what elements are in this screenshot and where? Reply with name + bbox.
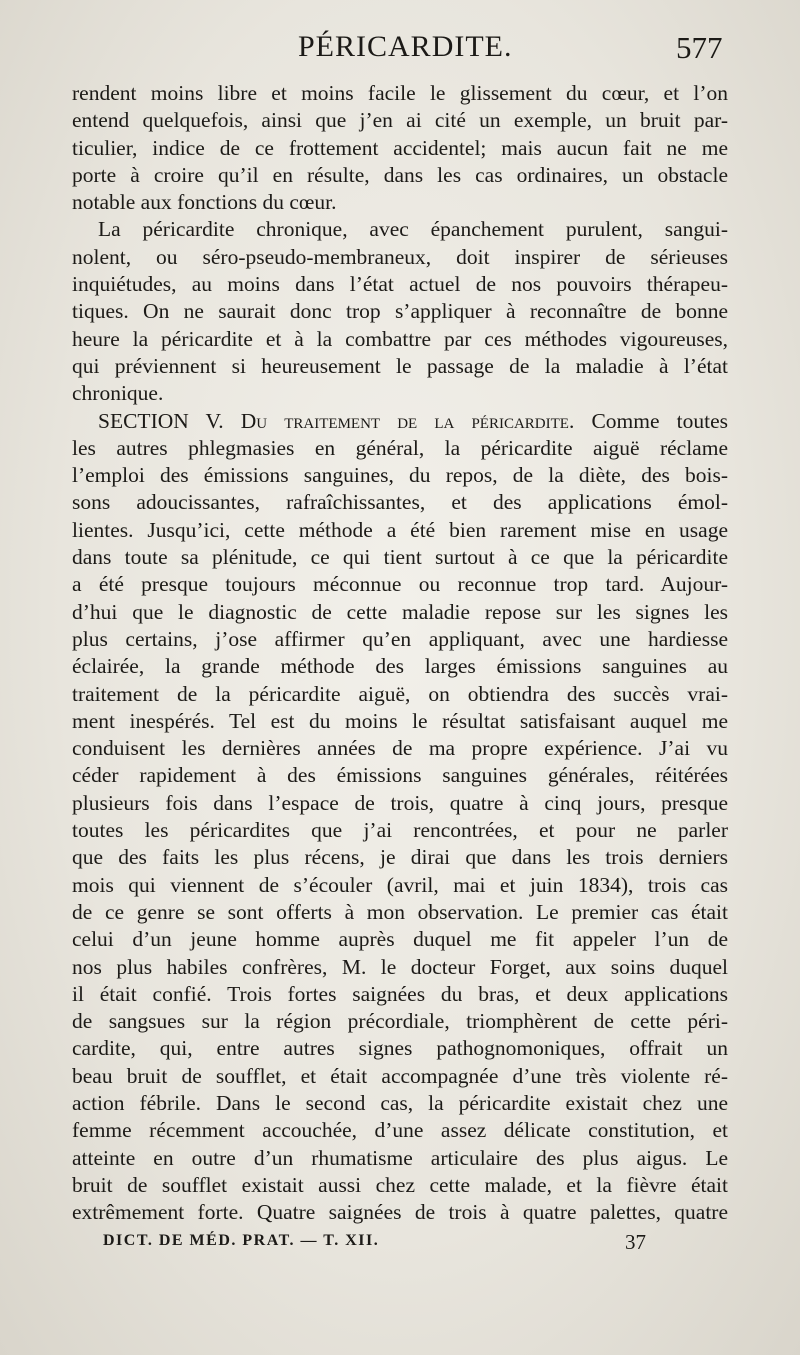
page-footer	[0, 1232, 800, 1262]
text-line: d’hui que le diagnostic de cette maladie repose sur les signes les	[72, 599, 728, 624]
text-line: mois qui viennent de s’écouler (avril, mai et juin 1834), trois cas	[72, 872, 728, 897]
text-line: éclairée, la grande méthode des larges émissions sanguines au	[72, 654, 728, 679]
text-line: beau bruit de soufflet, et était accompagnée d’une très violente ré-	[72, 1063, 728, 1088]
text-line: que des faits les plus récens, je dirai que dans les trois derniers	[72, 845, 728, 870]
text-line: bruit de soufflet existait aussi chez cette malade, et la fièvre était	[72, 1172, 728, 1197]
text-line: l’emploi des émissions sanguines, du repos, de la diète, des bois-	[72, 463, 728, 488]
text-line: extrêmement forte. Quatre saignées de trois à quatre palettes, quatre	[72, 1200, 728, 1225]
text-line: rendent moins libre et moins facile le glissement du cœur, et l’on	[72, 81, 728, 105]
text-line: action fébrile. Dans le second cas, la péricardite existait chez une	[72, 1090, 728, 1115]
signature-mark: DICT. DE MÉD. PRAT. — T. XII.	[103, 1232, 380, 1249]
text-line: celui d’un jeune homme auprès duquel me fit appeler l’un de	[72, 927, 728, 952]
text-line: entend quelquefois, ainsi que j’en ai cité un exemple, un bruit par-	[72, 108, 728, 133]
sheet-number: 37	[625, 1230, 646, 1254]
text-line: les autres phlegmasies en général, la péricardite aiguë réclame	[72, 435, 728, 460]
text-line: dans toute sa plénitude, ce qui tient surtout à ce que la péricardite	[72, 545, 728, 570]
text-line: traitement de la péricardite aiguë, on obtiendra des succès vrai-	[72, 681, 728, 706]
section-heading-line	[72, 408, 728, 435]
text-line: céder rapidement à des émissions sanguines générales, réitérées	[72, 763, 728, 788]
section-continuation: Comme toutes	[591, 408, 728, 433]
text-line: nolent, ou séro-pseudo-membraneux, doit inspirer de sérieuses	[72, 244, 728, 269]
body-text	[72, 80, 728, 1226]
text-line: il était confié. Trois fortes saignées du bras, et deux applications	[72, 981, 728, 1006]
text-line: notable aux fonctions du cœur.	[72, 190, 337, 215]
text-line: ticulier, indice de ce frottement accidentel; mais aucun fait ne me	[72, 135, 728, 160]
text-line: plus certains, j’ose affirmer qu’en appliquant, avec une hardiesse	[72, 626, 728, 651]
text-line: sons adoucissantes, rafraîchissantes, et des applications émol-	[72, 490, 728, 515]
text-line: conduisent les dernières années de ma propre expérience. J’ai vu	[72, 736, 728, 761]
text-line: de ce genre se sont offerts à mon observation. Le premier cas était	[72, 899, 728, 924]
text-line: de sangsues sur la région précordiale, triomphèrent de cette péri-	[72, 1009, 728, 1034]
text-line: inquiétudes, au moins dans l’état actuel de nos pouvoirs thérapeu-	[72, 272, 728, 297]
text-line: a été presque toujours méconnue ou reconnue trop tard. Aujour-	[72, 572, 728, 597]
text-line: heure la péricardite et à la combattre par ces méthodes vigoureuses,	[72, 326, 728, 351]
text-line: chronique.	[72, 381, 164, 406]
section-title: Du traitement de la péricardite.	[240, 408, 575, 433]
text-line: ment inespérés. Tel est du moins le résultat satisfaisant auquel me	[72, 708, 728, 733]
paragraph-start-line: La péricardite chronique, avec épanchement purulent, sangui-	[98, 217, 728, 242]
text-line: lientes. Jusqu’ici, cette méthode a été bien rarement mise en usage	[72, 517, 728, 542]
text-line: toutes les péricardites que j’ai rencontrées, et pour ne parler	[72, 818, 728, 843]
text-line: cardite, qui, entre autres signes pathognomoniques, offrait un	[72, 1036, 728, 1061]
text-line: femme récemment accouchée, d’une assez délicate constitution, et	[72, 1118, 728, 1143]
page-number: 577	[676, 30, 723, 65]
text-line: porte à croire qu’il en résulte, dans les cas ordinaires, un obstacle	[72, 162, 728, 187]
text-line: plusieurs fois dans l’espace de trois, quatre à cinq jours, presque	[72, 790, 728, 815]
text-line: qui préviennent si heureusement le passage de la maladie à l’état	[72, 353, 728, 378]
text-line: atteinte en outre d’un rhumatisme articulaire des plus aigus. Le	[72, 1145, 728, 1170]
running-title: PÉRICARDITE.	[298, 30, 513, 63]
text-line: tiques. On ne saurait donc trop s’appliquer à reconnaître de bonne	[72, 299, 728, 324]
text-line: nos plus habiles confrères, M. le docteur Forget, aux soins duquel	[72, 954, 728, 979]
section-number: SECTION V.	[98, 408, 224, 433]
page-header	[0, 28, 800, 68]
